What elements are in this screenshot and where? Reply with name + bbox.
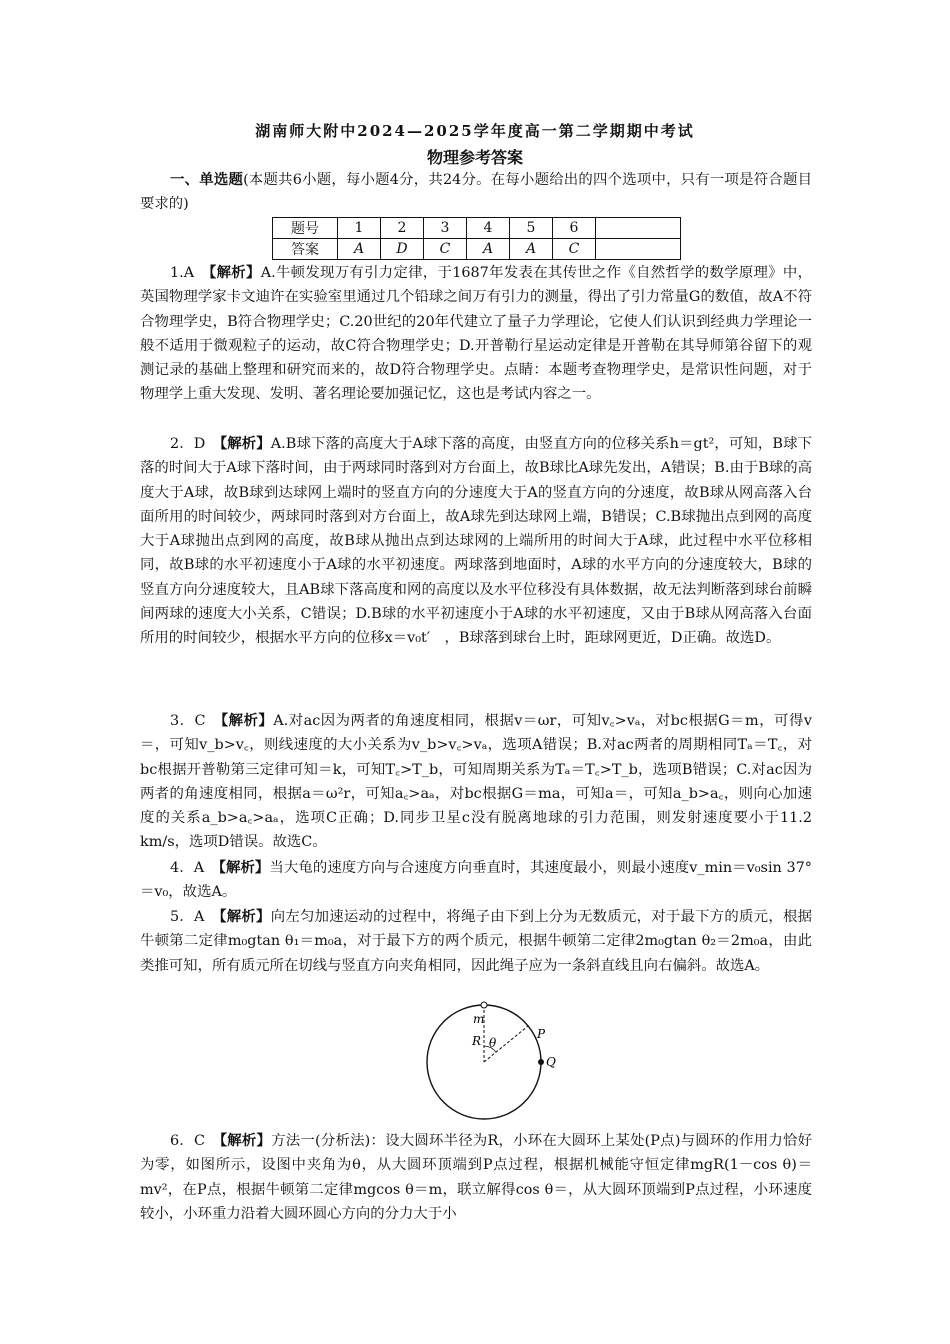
table-cell (596, 239, 681, 260)
solution-tag: 【解析】 (218, 859, 270, 876)
solution-q6 (140, 1129, 812, 1226)
table-cell: 4 (467, 218, 510, 239)
table-cell: D (381, 239, 424, 260)
solution-tag: 【解析】 (219, 908, 271, 925)
table-cell: 2 (381, 218, 424, 239)
row-header: 答案 (273, 239, 338, 260)
section-heading (140, 168, 812, 217)
label-theta: θ (489, 1036, 497, 1050)
solution-number: 2．D (170, 436, 206, 452)
solution-tag: 【解析】 (219, 435, 271, 452)
solution-number: 4．A (170, 860, 205, 876)
solution-text: 方法一(分析法)：设大圆环半径为R，小环在大圆环上某处(P点)与圆环的作用力恰好为零，如图所示，设图中夹角为θ，从大圆环顶端到P点过程，根据机械能守恒定律mgR(1－cos θ)＝mv²，在P点，根据牛顿第二定律mgcos θ＝m，联立解得cos θ＝，从大圆环顶端到P点过程，小环速度较小，小环重力沿着大圆环圆心方向的分力大于小 (140, 1133, 812, 1222)
solution-tag: 【解析】 (220, 712, 274, 729)
table-cell: 3 (424, 218, 467, 239)
point-q (538, 1059, 544, 1065)
section-description: (本题共6小题，每小题4分，共24分。在每小题给出的四个选项中，只有一项是符合题目要求的) (140, 172, 812, 213)
table-cell: C (424, 239, 467, 260)
ring-diagram (420, 998, 560, 1122)
table-cell (596, 218, 681, 239)
table-row (273, 239, 681, 260)
solution-q5 (140, 905, 812, 978)
table-cell: A (467, 239, 510, 260)
solution-text: 当大龟的速度方向与合速度方向垂直时，其速度最小，则最小速度v_min＝v₀sin 37°＝v₀，故选A。 (140, 860, 812, 901)
row-header: 题号 (273, 218, 338, 239)
table-cell: 6 (553, 218, 596, 239)
table-cell: A (338, 239, 381, 260)
solution-text: 向左匀加速运动的过程中，将绳子由下到上分为无数质元，对于最下方的质元，根据牛顿第二定律m₀gtan θ₁＝m₀a，对于最下方的两个质元，根据牛顿第二定律2m₀gtan θ₂＝2m₀a，由此类推可知，所有质元所在切线与竖直方向夹角相同，因此绳子应为一条斜直线且向右偏斜。故选A。 (140, 909, 812, 974)
label-q: Q (546, 1055, 556, 1069)
table-cell: A (510, 239, 553, 260)
answer-table (272, 217, 681, 260)
solution-q3 (140, 709, 812, 855)
table-cell: 1 (338, 218, 381, 239)
small-ring-top (481, 1002, 487, 1008)
solution-number: 6．C (170, 1133, 206, 1149)
solution-number: 1.A (170, 265, 195, 281)
solution-text: A.对ac因为两者的角速度相同，根据v＝ωr，可知v꜀>vₐ，对bc根据G＝m，可得v＝，可知v_b>v꜀，则线速度的大小关系为v_b>v꜀>vₐ，选项A错误；B.对ac两者的周期相同Tₐ＝T꜀，对bc根据开普勒第三定律可知＝k，可知T꜀>T_b，可知周期关系为Tₐ＝T꜀>T_b，选项B错误；C.对ac因为两者的角速度相同，根据a＝ω²r，可知a꜀>aₐ，对bc根据G＝ma，可知a＝，可知a_b>a꜀，则向心加速度的关系a_b>a꜀>aₐ，选项C正确；D.同步卫星c没有脱离地球的引力范围，则发射速度要小于11.2 km/s，选项D错误。故选C。 (140, 713, 812, 851)
solution-q2 (140, 432, 812, 651)
label-r: R (472, 1034, 482, 1048)
section-label: 一、单选题 (170, 171, 244, 188)
page-title: 湖南师大附中2024—2025学年度高一第二学期期中考试 (255, 122, 695, 140)
solution-q4 (140, 856, 812, 905)
label-m: m (473, 1012, 485, 1026)
table-row (273, 218, 681, 239)
solution-text: A.牛顿发现万有引力定律，于1687年发表在其传世之作《自然哲学的数学原理》中，英国物理学家卡文迪许在实验室里通过几个铅球之间万有引力的测量，得出了引力常量G的数值，故A不符合物理学史，B符合物理学史；C.20世纪的20年代建立了量子力学理论，它使人们认识到经典力学理论一般不适用于微观粒子的运动，故C符合物理学史；D.开普勒行星运动定律是开普勒在其导师第谷留下的观测记录的基础上整理和研究而来的，故D符合物理学史。点睛：本题考查物理学史，是常识性问题，对于物理学上重大发现、发明、著名理论要加强记忆，这也是考试内容之一。 (140, 265, 812, 403)
solution-q1 (140, 261, 812, 407)
solution-number: 5．A (170, 909, 205, 925)
label-p: P (537, 1027, 546, 1041)
solution-tag: 【解析】 (209, 264, 261, 281)
page-subtitle: 物理参考答案 (426, 148, 523, 167)
table-cell: 5 (510, 218, 553, 239)
table-cell: C (553, 239, 596, 260)
solution-number: 3．C (170, 713, 206, 729)
solution-text: A.B球下落的高度大于A球下落的高度，由竖直方向的位移关系h＝gt²，可知，B球下落的时间大于A球下落时间，由于两球同时落到对方台面上，故B球比A球先发出，A错误；B.由于B球的高度大于A球，故B球到达球网上端时的竖直方向的分速度大于A的竖直方向的分速度，故B球从网高落入台面所用的时间较少，两球同时落到对方台面上，故A球先到达球网上端，B错误；C.B球抛出点到网的高度大于A球抛出点到网的高度，故B球从抛出点到达球网的上端所用的时间大于A球，此过程中水平位移相同，故B球的水平初速度小于A球的水平初速度。两球落到地面时，A球的水平方向的分速度较大，B球的竖直方向分速度较大，且AB球下落高度和网的高度以及水平位移没有具体数据，故无法判断落到球台前瞬间两球的速度大小关系，C错误；D.B球的水平初速度小于A球的水平初速度，又由于B球从网高落入台面所用的时间较少，根据水平方向的位移x＝v₀t′ ，B球落到球台上时，距球网更近，D正确。故选D。 (140, 436, 812, 647)
solution-tag: 【解析】 (219, 1132, 272, 1149)
